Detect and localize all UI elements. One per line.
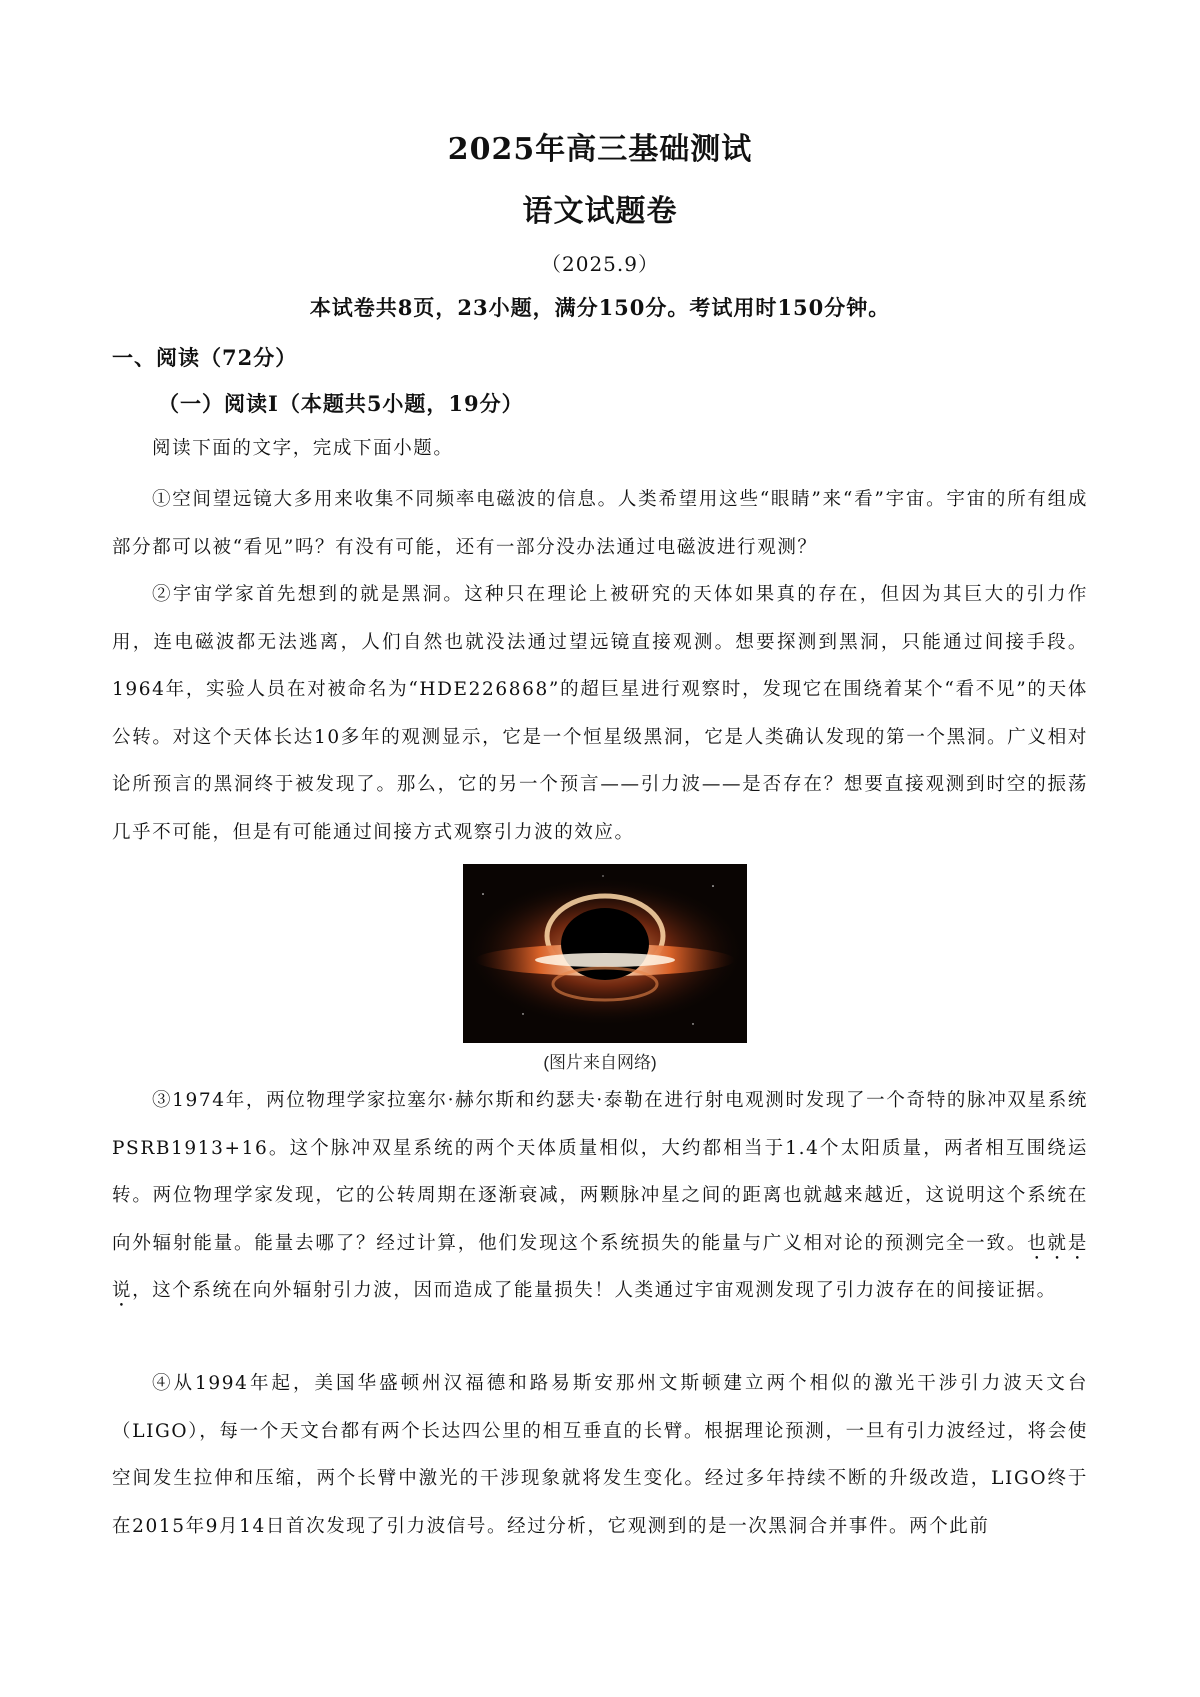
figure-caption: (图片来自网络) [543, 1053, 657, 1072]
section-heading-reading: 一、阅读（72分） [112, 345, 298, 370]
emphasized-phrase: 也就是说 [112, 1232, 1088, 1301]
paragraph-4: ④从1994年起，美国华盛顿州汉福德和路易斯安那州文斯顿建立两个相似的激光干涉引力波天文台（LIGO），每一个天文台都有两个长达四公里的相互垂直的长臂。根据理论预测，一旦有引力波经过，将会使空间发生拉伸和压缩，两个长臂中激光的干涉现象就将发生变化。经过多年持续不断的升级改造，LIGO终于在2015年9月14日首次发现了引力波信号。经过分析，它观测到的是一次黑洞合并事件。两个此前 [112, 1373, 1088, 1537]
exam-date: （2025.9） [541, 252, 659, 276]
paragraph-3-part-b: ，这个系统在向外辐射引力波，因而造成了能量损失！人类通过宇宙观测发现了引力波存在的间接证据。 [132, 1280, 1057, 1301]
paragraph-3-part-a: ③1974年，两位物理学家拉塞尔·赫尔斯和约瑟夫·泰勒在进行射电观测时发现了一个奇特的脉冲双星系统PSRB1913+16。这个脉冲双星系统的两个天体质量相似，大约都相当于1.4个太阳质量，两者相互围绕运转。两位物理学家发现，它的公转周期在逐渐衰减，两颗脉冲星之间的距离也就越来越近，这说明这个系统在向外辐射能量。能量去哪了？经过计算，他们发现这个系统损失的能量与广义相对论的预测完全一致。 [112, 1090, 1088, 1254]
black-hole-image [463, 864, 747, 1043]
exam-subtitle: 语文试题卷 [522, 194, 678, 229]
paragraph-1: ①空间望远镜大多用来收集不同频率电磁波的信息。人类希望用这些“眼睛”来“看”宇宙。宇宙的所有组成部分都可以被“看见”吗？有没有可能，还有一部分没办法通过电磁波进行观测？ [112, 489, 1088, 558]
paragraph-2: ②宇宙学家首先想到的就是黑洞。这种只在理论上被研究的天体如果真的存在，但因为其巨大的引力作用，连电磁波都无法逃离，人们自然也就没法通过望远镜直接观测。想要探测到黑洞，只能通过间接手段。1964年，实验人员在对被命名为“HDE226868”的超巨星进行观察时，发现它在围绕着某个“看不见”的天体公转。对这个天体长达10多年的观测显示，它是一个恒星级黑洞，它是人类确认发现的第一个黑洞。广义相对论所预言的黑洞终于被发现了。那么，它的另一个预言——引力波——是否存在？想要直接观测到时空的振荡几乎不可能，但是有可能通过间接方式观察引力波的效应。 [112, 584, 1088, 843]
exam-title: 2025年高三基础测试 [447, 132, 753, 167]
exam-info: 本试卷共8页，23小题，满分150分。考试用时150分钟。 [309, 295, 891, 320]
subsection-heading-reading-one: （一）阅读Ⅰ（本题共5小题，19分） [158, 391, 524, 416]
black-hole-illustration [463, 864, 747, 1043]
reading-instruction: 阅读下面的文字，完成下面小题。 [152, 438, 454, 459]
paragraph-3 [112, 1077, 1088, 1315]
